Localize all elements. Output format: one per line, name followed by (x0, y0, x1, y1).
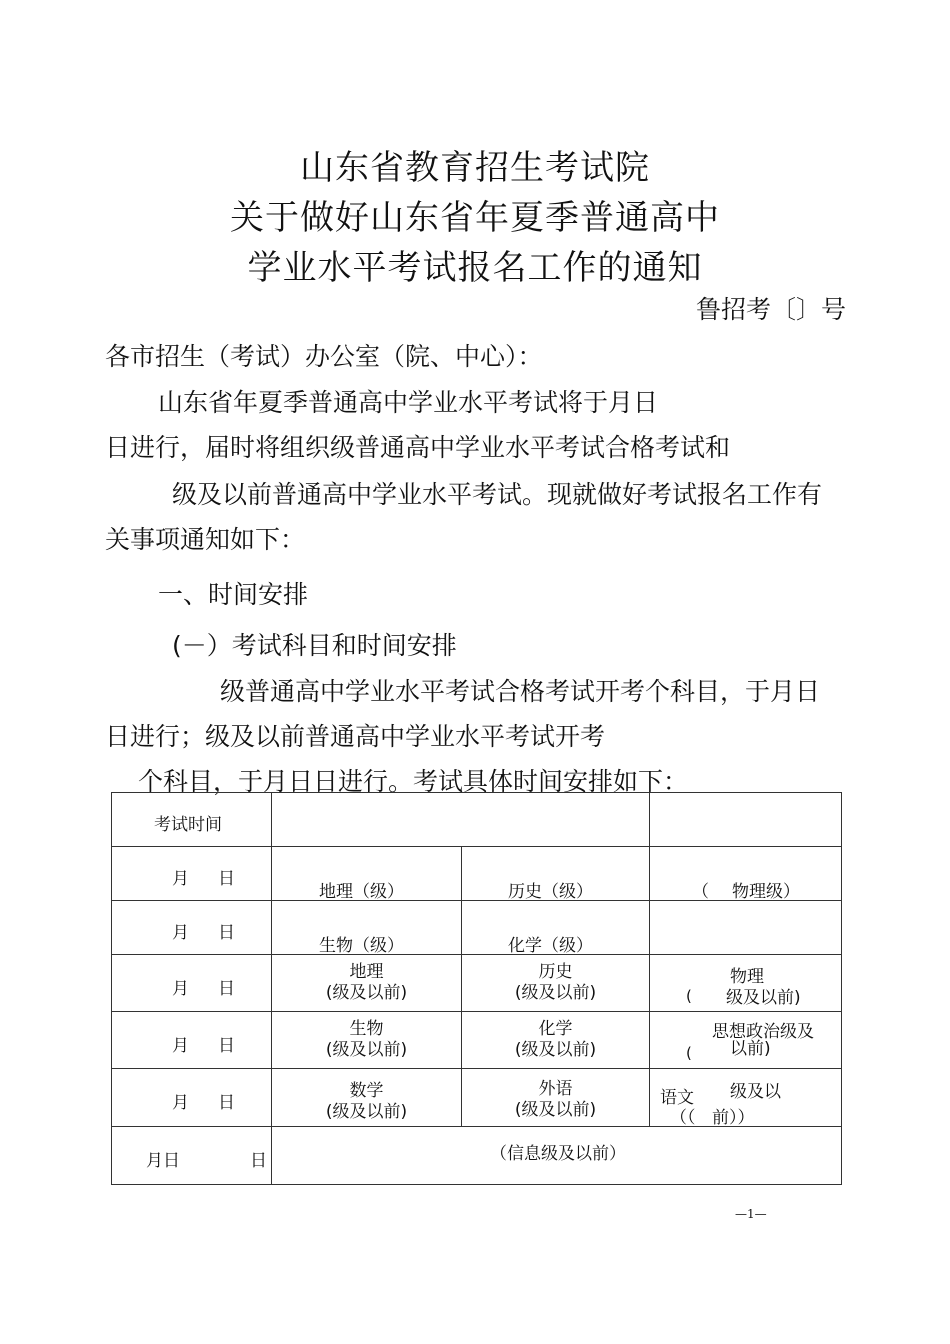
table-row (112, 1012, 842, 1069)
subject-paren: ( (686, 1044, 692, 1062)
paragraph-2-line-2: 日进行；级及以前普通高中学业水平考试开考 (105, 722, 606, 751)
date-month: 月日 (146, 1151, 180, 1171)
subject: （信息级及以前） (490, 1144, 626, 1164)
exam-schedule-table (111, 792, 842, 1185)
subject-grade: 级及以 (730, 1082, 781, 1102)
subject-grade: (级及以前) (514, 1100, 597, 1120)
subject: 生物（级） (319, 936, 404, 956)
subject: 思想政治级及 (712, 1022, 814, 1042)
subject-grade: 以前) (730, 1039, 771, 1059)
table-cell (112, 1069, 272, 1127)
table-row (112, 847, 842, 901)
subject: 生物 (349, 1019, 384, 1039)
subject-grade: 前）） (712, 1108, 755, 1128)
table-cell (650, 793, 842, 847)
subject: 物理级） (732, 882, 800, 902)
subject: 物理 (730, 967, 764, 987)
paragraph-2-line-3: 个科目，于月日日进行。考试具体时间安排如下： (138, 767, 689, 796)
header-exam-time: 考试时间 (154, 815, 222, 835)
subject: 地理（级） (319, 882, 404, 902)
subject-grade: 级及以前) (726, 988, 801, 1008)
table-cell (272, 793, 650, 847)
subject: 历史 (538, 962, 573, 982)
date-day: 日 (218, 979, 235, 999)
table-cell (462, 901, 650, 955)
subject-grade: (级及以前) (325, 1102, 408, 1122)
paragraph-1-line-1: 山东省年夏季普通高中学业水平考试将于月日 (158, 388, 659, 417)
subject-paren: （ (692, 882, 709, 902)
table-cell (272, 955, 462, 1012)
date-day: 日 (218, 923, 235, 943)
date-day: 日 (218, 869, 235, 889)
table-cell (112, 1012, 272, 1069)
table-cell (462, 847, 650, 901)
subject: 语文 (660, 1088, 694, 1108)
table-cell (462, 955, 650, 1012)
table-cell (112, 793, 272, 847)
date-month: 月 (172, 923, 189, 943)
subject: 数学 (349, 1081, 384, 1101)
date-day: 日 (250, 1151, 267, 1171)
table-cell (272, 1012, 462, 1069)
title-line-2: 关于做好山东省年夏季普通高中 (230, 198, 720, 238)
table-cell (650, 1069, 842, 1127)
table-cell (112, 1127, 272, 1185)
date-month: 月 (172, 979, 189, 999)
date-day: 日 (218, 1036, 235, 1056)
table-row (112, 955, 842, 1012)
table-cell (112, 847, 272, 901)
subject-paren: ( (686, 987, 692, 1005)
paragraph-2-line-1: 级普通高中学业水平考试合格考试开考个科目，于月日 (220, 677, 821, 706)
title-line-1: 山东省教育招生考试院 (300, 148, 650, 188)
table-cell (272, 1127, 842, 1185)
table-cell (112, 955, 272, 1012)
table-row (112, 1127, 842, 1185)
subject-grade: (级及以前) (514, 983, 597, 1003)
table-row (112, 901, 842, 955)
table-cell (462, 1012, 650, 1069)
subject: 历史（级） (508, 882, 593, 902)
subject: 化学 (538, 1019, 573, 1039)
table-cell (272, 847, 462, 901)
paragraph-1-line-2: 日进行，届时将组织级普通高中学业水平考试合格考试和 (105, 433, 731, 462)
table-cell (650, 1012, 842, 1069)
addressee: 各市招生（考试）办公室（院、中心）： (105, 342, 543, 371)
table-cell (272, 1069, 462, 1127)
paragraph-1-line-4: 关事项通知如下： (105, 525, 306, 554)
table-cell (650, 955, 842, 1012)
subject: 外语 (538, 1079, 573, 1099)
table-row (112, 1069, 842, 1127)
date-month: 月 (172, 1093, 189, 1113)
table-header-row (112, 793, 842, 847)
title-line-3: 学业水平考试报名工作的通知 (247, 248, 703, 288)
date-month: 月 (172, 1036, 189, 1056)
table-cell (112, 901, 272, 955)
subsection-heading-subjects: (－）考试科目和时间安排 (172, 631, 457, 660)
table-cell (650, 847, 842, 901)
table-cell (462, 1069, 650, 1127)
subject: 地理 (349, 962, 384, 982)
subject: 化学（级） (508, 936, 593, 956)
page-number: —1— (735, 1207, 767, 1221)
table-cell (272, 901, 462, 955)
document-number: 鲁招考〔〕号 (695, 295, 846, 324)
subject-paren: （（ (670, 1108, 696, 1128)
subject-grade: (级及以前) (325, 983, 408, 1003)
subject-grade: (级及以前) (325, 1040, 408, 1060)
table-cell (650, 901, 842, 955)
date-month: 月 (172, 869, 189, 889)
section-heading-time: 一、时间安排 (158, 580, 309, 609)
subject-grade: (级及以前) (514, 1040, 597, 1060)
paragraph-1-line-3: 级及以前普通高中学业水平考试。现就做好考试报名工作有 (172, 480, 823, 509)
date-day: 日 (218, 1093, 235, 1113)
